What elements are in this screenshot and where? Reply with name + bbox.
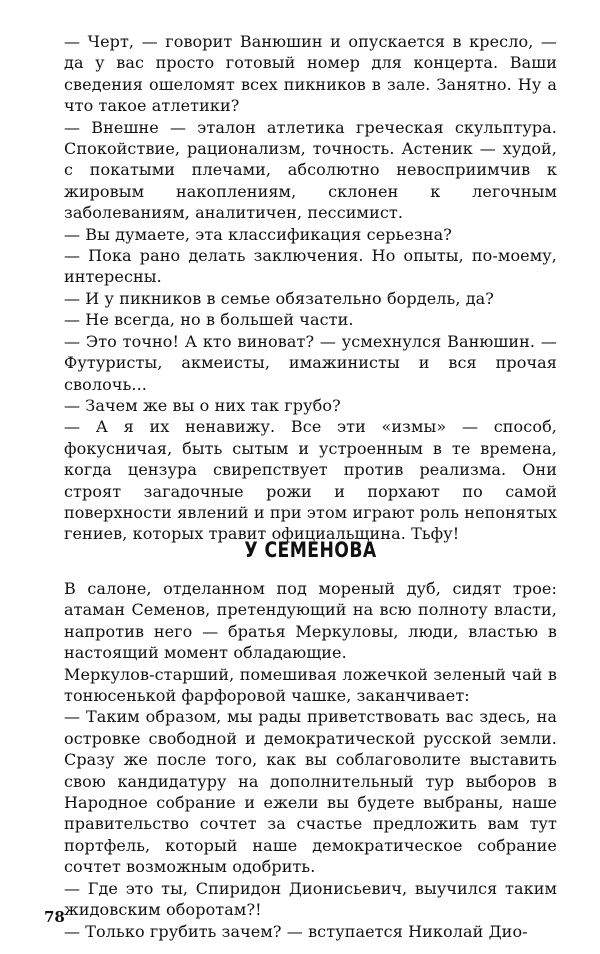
- paragraph: — Черт, — говорит Ванюшин и опускается в кресло, — да у вас просто готовый номер для концерта. Ваши сведения ошеломят всех пикников в зале. Занятно. Ну а что такое атлетики?: [64, 32, 557, 116]
- paragraph: — А я их ненавижу. Все эти «измы» — способ, фокусничая, быть сытым и устроенным в те времена, когда цензура свирепствует против реализма. Они строят загадочные рожи и порхают по самой поверхности явлений и при этом играют роль непонятых гениев, которых травит официальщина. Тьфу!: [64, 417, 557, 544]
- dialogue-section: [64, 31, 557, 545]
- page-number: 78: [44, 908, 65, 926]
- paragraph: — Зачем же вы о них так грубо?: [64, 395, 341, 415]
- paragraph: — Это точно! А кто виноват? — усмехнулся Ванюшин. — Футуристы, акмеисты, имажинисты и вся прочая сволочь...: [64, 331, 557, 394]
- paragraph: — Пока рано делать заключения. Но опыты, по-моему, интересны.: [64, 246, 557, 287]
- paragraph: — Внешне — эталон атлетика греческая скульптура. Спокойствие, рационализм, точность. Астеник — худой, с покатыми плечами, абсолютно невосприимчив к жировым накоплениям, склонен к легочным заболеваниям, аналитичен, пессимист.: [64, 117, 557, 223]
- section-title: У СЕМЕНОВА: [244, 538, 377, 562]
- paragraph: — И у пикников в семье обязательно бордель, да?: [64, 288, 494, 308]
- paragraph: — Где это ты, Спиридон Дионисьевич, выучился таким жидовским оборотам?!: [64, 878, 557, 920]
- section-body: [64, 578, 557, 942]
- paragraph: — Таким образом, мы рады приветствовать вас здесь, на островке свободной и демократической русской земли. Сразу же после того, как вы соблаговолите выставить свою кандидатуру на дополнительный тур выборов в Народное собрание и ежели вы будете выбраны, наше правительство сочтет за счастье предложить вам тут портфель, который наше демократическое собрание сочтет возможным одобрить.: [64, 707, 557, 877]
- paragraph: Меркулов-старший, помешивая ложечкой зеленый чай в тонюсенькой фарфоровой чашке, заканчивает:: [64, 664, 557, 706]
- paragraph: — Вы думаете, эта классификация серьезна?: [64, 224, 452, 244]
- paragraph: — Только грубить зачем? — вступается Николай Дио-: [64, 921, 528, 941]
- paragraph: — Не всегда, но в большей части.: [64, 310, 354, 330]
- paragraph: В салоне, отделанном под мореный дуб, сидят трое: атаман Семенов, претендующий на всю полноту власти, напротив него — братья Меркуловы, люди, властью в настоящий момент обладающие.: [64, 579, 557, 663]
